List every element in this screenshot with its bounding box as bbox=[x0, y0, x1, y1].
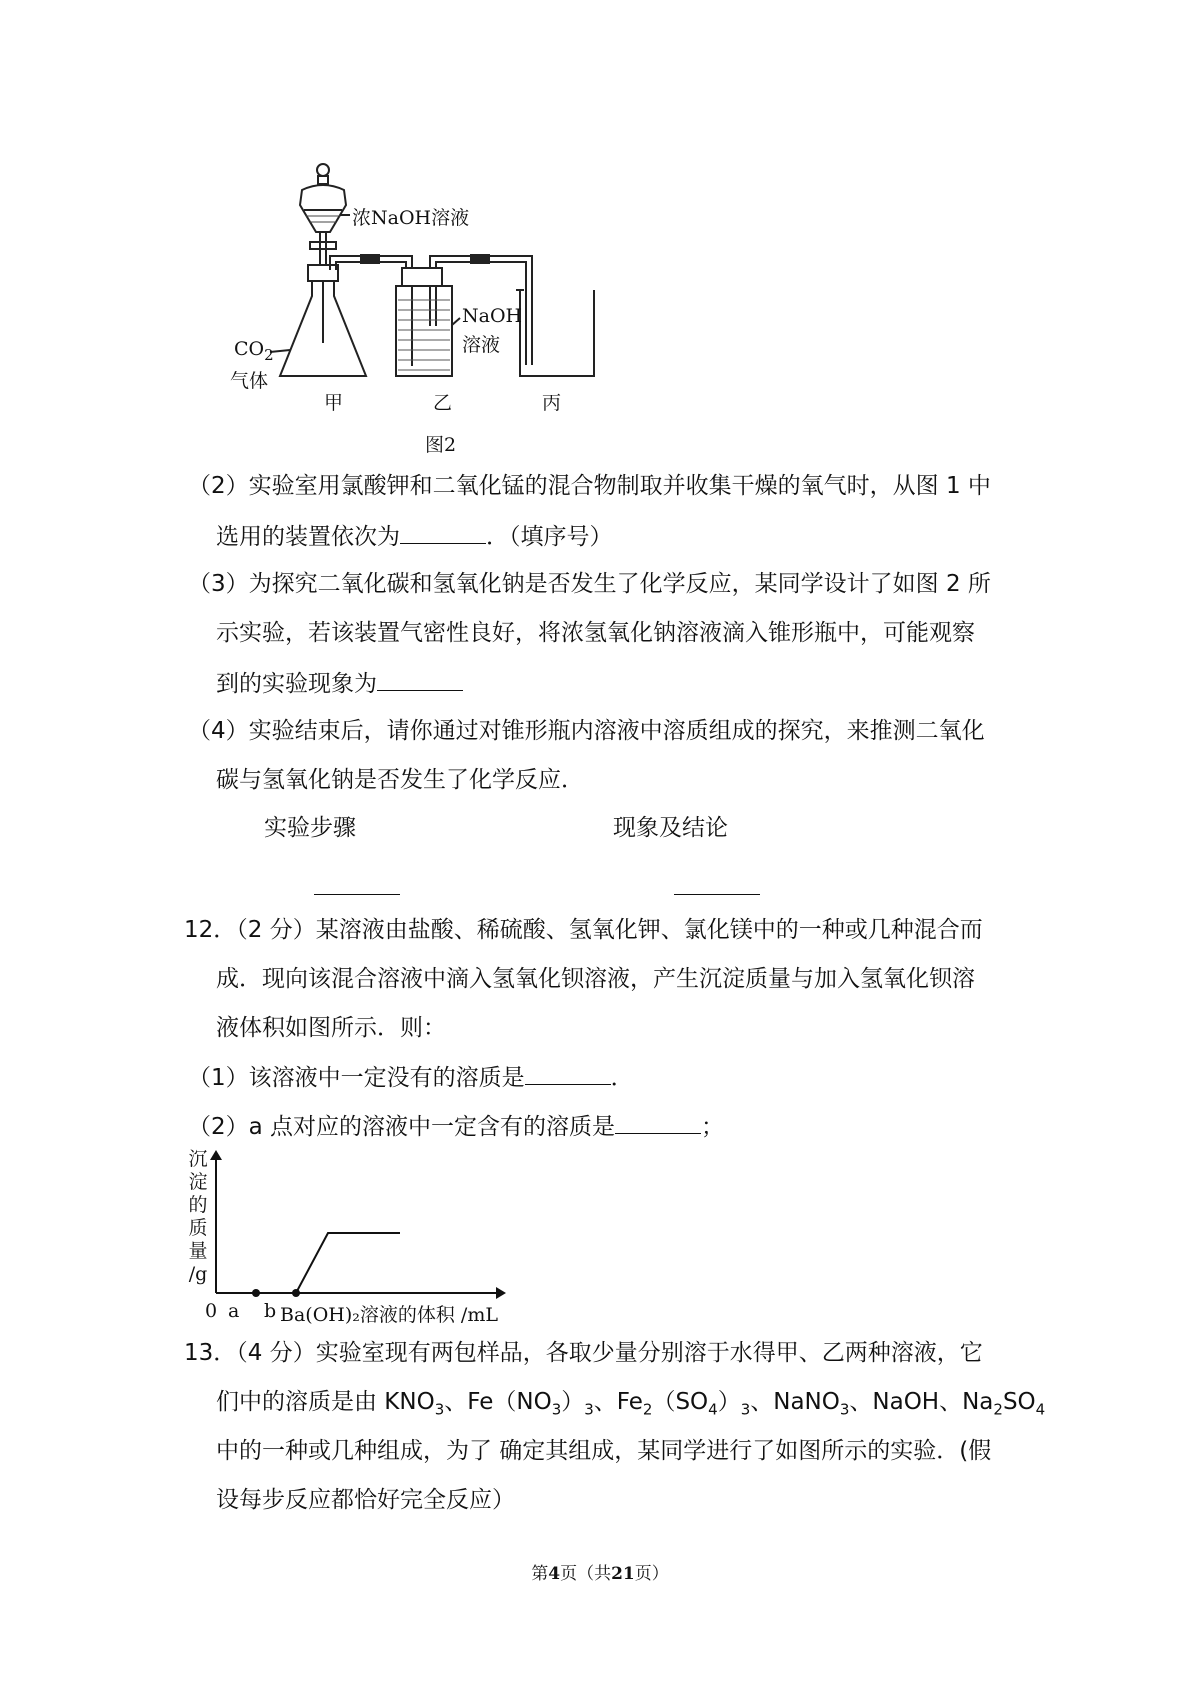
q11-part3-line2: 示实验，若该装置气密性良好，将浓氢氧化钠溶液滴入锥形瓶中，可能观察 bbox=[216, 620, 975, 646]
q12-sub2: （2）a 点对应的溶液中一定含有的溶质是 ； bbox=[188, 1109, 724, 1143]
chart-ylabel: 沉 淀 的 质 量 /g bbox=[188, 1148, 208, 1285]
label-yi: 乙 bbox=[433, 392, 453, 414]
q12-line2: 成．现向该混合溶液中滴入氢氧化钡溶液，产生沉淀质量与加入氢氧化钡溶 bbox=[216, 966, 975, 992]
precipitate-chart bbox=[0, 0, 600, 1340]
answer-blank[interactable] bbox=[615, 1109, 701, 1134]
q12-sub1: （1）该溶液中一定没有的溶质是 ． bbox=[188, 1060, 634, 1094]
label-conc-naoh: 浓NaOH溶液 bbox=[352, 207, 470, 229]
q13-line3: 中的一种或几种组成，为了 确定其组成，某同学进行了如图所示的实验．(假 bbox=[216, 1438, 992, 1464]
q12-line3: 液体积如图所示．则： bbox=[216, 1015, 446, 1041]
q11-part3-line3: 到的实验现象为 bbox=[216, 666, 463, 700]
point-b-marker bbox=[292, 1289, 300, 1297]
series-line bbox=[216, 1233, 400, 1293]
q13-line2: 们中的溶质是由 $KNO_3$、$Fe(NO_3)_3$、$Fe_2(SO_4)_3$、NaNO$_3$、NaOH、$Na_2SO_4$ bbox=[216, 1389, 1046, 1419]
answer-blank-result[interactable] bbox=[674, 870, 760, 895]
chart-origin-label: 0 bbox=[205, 1300, 218, 1322]
chart-xlabel: Ba(OH)₂溶液的体积 /mL bbox=[280, 1304, 498, 1326]
column-header-result: 现象及结论 bbox=[613, 815, 728, 841]
label-jia: 甲 bbox=[324, 392, 344, 414]
q11-part3-line1: （3）为探究二氧化碳和氢氧化钠是否发生了化学反应，某同学设计了如图 2 所 bbox=[188, 571, 991, 597]
x-axis-arrow bbox=[496, 1287, 506, 1299]
label-co2: $CO_2$ bbox=[234, 338, 274, 364]
q11-part4-line1: （4）实验结束后，请你通过对锥形瓶内溶液中溶质组成的探究，来推测二氧化 bbox=[188, 718, 985, 744]
label-gas: 气体 bbox=[230, 370, 269, 392]
figure-caption: 图2 bbox=[425, 434, 457, 456]
y-axis-arrow bbox=[210, 1150, 222, 1160]
label-naoh-solution: 溶液 bbox=[462, 334, 501, 356]
q11-part2-line1: （2）实验室用氯酸钾和二氧化锰的混合物制取并收集干燥的氧气时，从图 1 中 bbox=[188, 473, 991, 499]
chart-point-a-label: a bbox=[228, 1300, 240, 1322]
q13-line1: 13．（4 分）实验室现有两包样品，各取少量分别溶于水得甲、乙两种溶液，它 bbox=[184, 1340, 983, 1366]
label-bing: 丙 bbox=[542, 392, 562, 414]
q11-part4-line2: 碳与氢氧化钠是否发生了化学反应． bbox=[216, 767, 584, 793]
q13-line4: 设每步反应都恰好完全反应） bbox=[216, 1487, 515, 1513]
point-a-marker bbox=[252, 1289, 260, 1297]
q11-part2-line2: 选用的装置依次为 ．（填序号） bbox=[216, 519, 613, 553]
q12-line1: 12．（2 分）某溶液由盐酸、稀硫酸、氢氧化钾、氯化镁中的一种或几种混合而 bbox=[184, 917, 983, 943]
chart-point-b-label: b bbox=[264, 1300, 277, 1322]
column-header-steps: 实验步骤 bbox=[264, 815, 356, 841]
label-naoh: NaOH bbox=[462, 305, 523, 327]
page-footer: 第4页（共21页） bbox=[531, 1564, 669, 1584]
